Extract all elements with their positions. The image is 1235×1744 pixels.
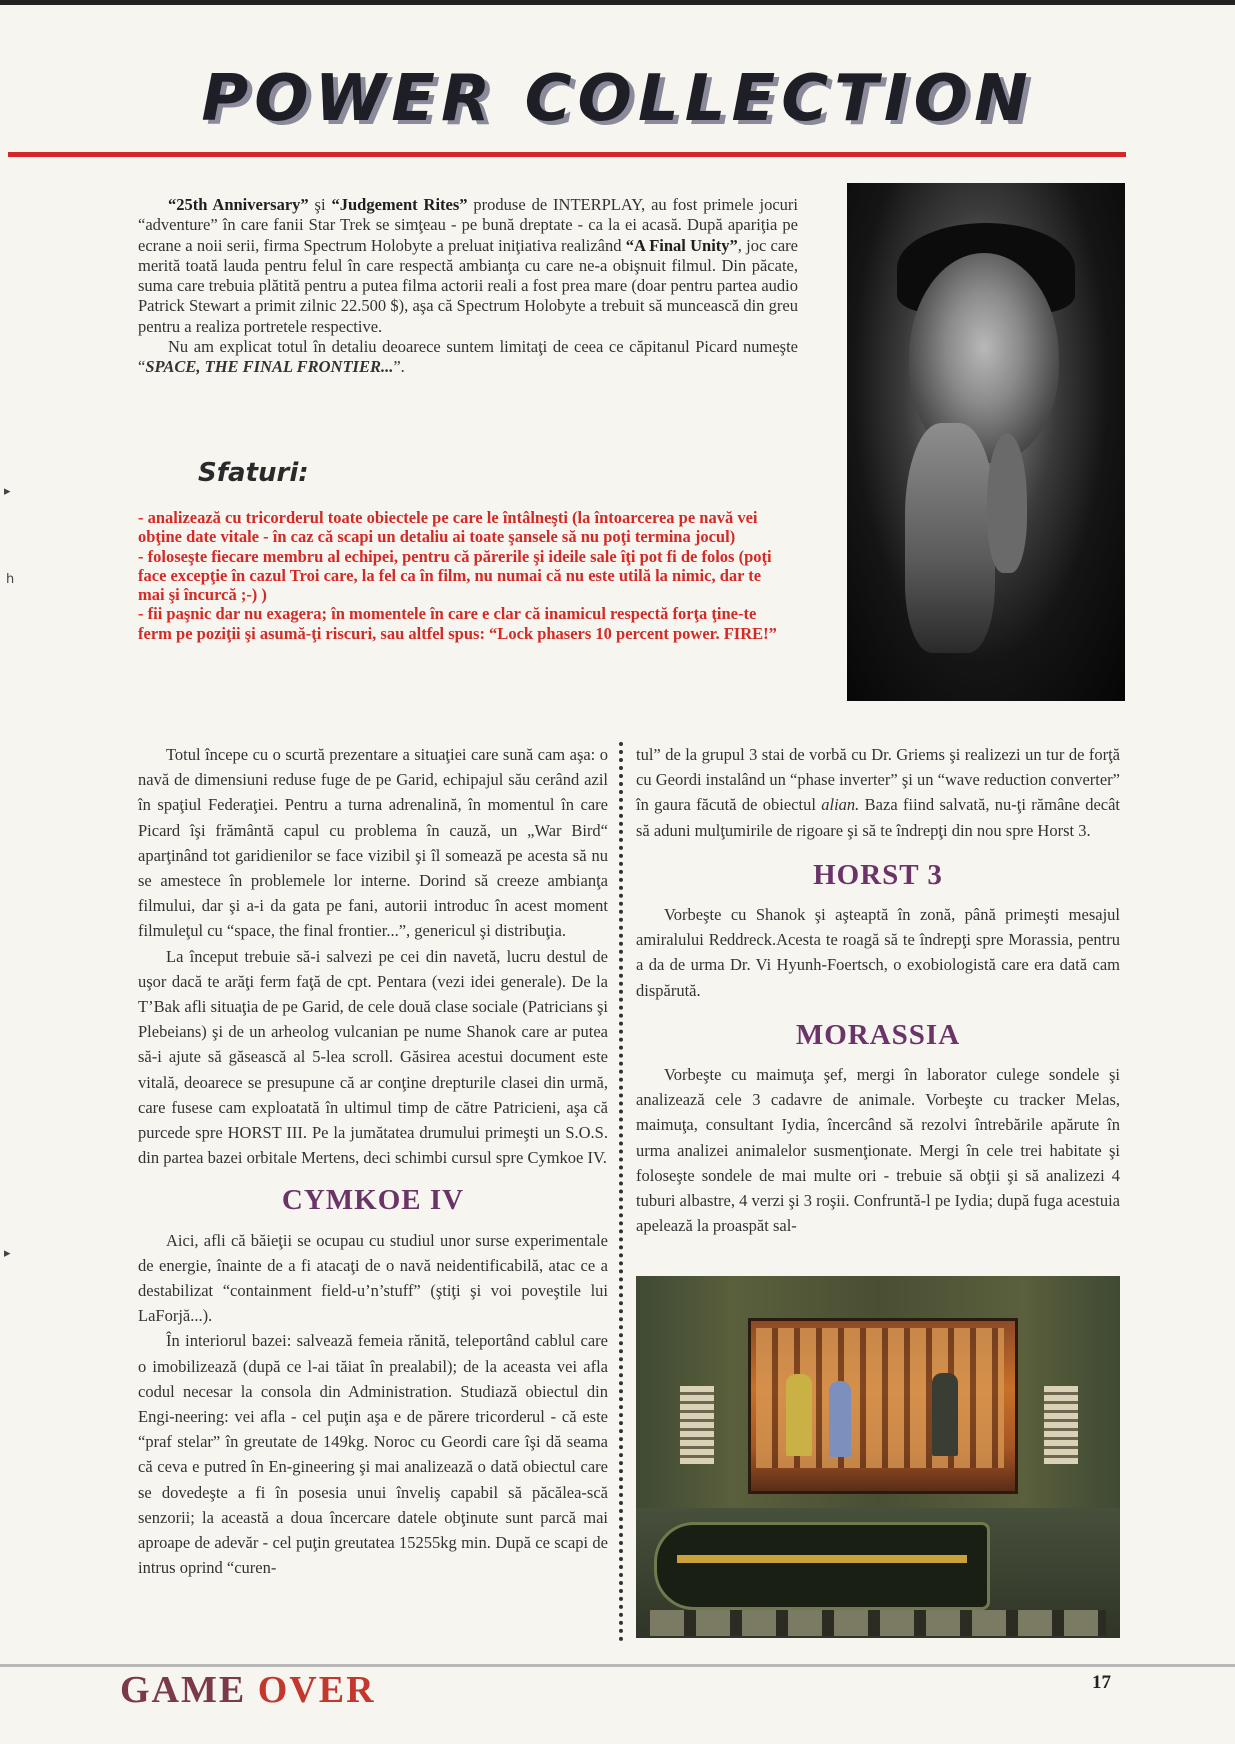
body-text-span: Baza fiind salvată, nu-ţi rămâne decât să aduni mulţumirile de rigoare şi să te îndrepţi din nou spre Horst 3. xyxy=(636,795,1121,840)
column-divider xyxy=(619,742,623,1642)
section-heading-morassia: MORASSIA xyxy=(795,1018,961,1051)
title-25th-anniversary: “25th Anniversary” xyxy=(168,195,309,214)
portrait-photo xyxy=(847,183,1125,701)
tips-list xyxy=(138,508,788,643)
page-number: 17 xyxy=(1092,1672,1111,1693)
margin-mark: ▸ xyxy=(4,484,11,499)
magazine-logo xyxy=(120,1668,376,1712)
ship-schematic xyxy=(654,1522,990,1610)
intro-text-span: , joc care merită toată lauda pentru felul în care respectă ambianţa cu care ne-a obişnuit filmul. Din păcate, suma care trebuia plătită pentru a putea filma actorii reali a fost prea mare (doar pentru partea audio Patrick Stewart a primit zilnic 22.500 $), aşa că Spectrum Holobyte a trebuit să muncească din greu pentru a realiza portretele respective. xyxy=(138,235,798,336)
tip-item: - analizează cu tricorderul toate obiectele pe care le întâlneşti (la întoarcerea pe navă vei obţine date vitale - în caz că scapi un detaliu ai toate şansele să nu poţi termina jocul) xyxy=(138,508,758,547)
body-paragraph: Aici, afli că băieţii se ocupau cu studiul unor surse experimentale de energie, înainte de a fi atacaţi de o navă neidentificabilă, atac ce a destabilizat “containment field-u’n’stuff” (ştiţi şi voi poveştile lui LaForjă...). xyxy=(138,1230,608,1326)
wall-light xyxy=(1044,1386,1078,1464)
tips-heading: Sfaturi: xyxy=(198,458,309,488)
body-paragraph: La început trebuie să-i salvezi pe cei din navetă, lucru destul de uşor dacă te arăţi ferm faţă de cpt. Pentara (vezi idei generale). De la T’Bak afli situaţia de pe Garid, de cele două clase sociale (Patricians şi Plebeians) şi de un arheolog vulcanian pe nume Shanok care ar putea să-i ajute să găsească al 5-lea scroll. Găsirea acestui document este vitală, deoarece se presupune că ar conţine drepturile clasei din urmă, care fusese cam exploatată în ultimul timp de către Patricieni, aşa că purcede spre HORST III. Pe la jumătatea drumului primeşti un S.O.S. din partea bazei orbitale Mertens, deci schimbi cursul spre Cymkoe IV. xyxy=(138,946,608,1168)
crew-member-figure xyxy=(932,1373,958,1456)
margin-mark: ▸ xyxy=(4,1246,11,1261)
title-a-final-unity: “A Final Unity” xyxy=(625,235,738,255)
body-paragraph: Vorbeşte cu Shanok şi aşteaptă în zonă, până primeşti mesajul amiralului Reddreck.Acesta te roagă să te îndrepţi spre Morassia, pentru a da de urma Dr. Vi Hyunh-Foertsch, o exobiologistă care era dată cam dispărută. xyxy=(636,905,1120,1000)
section-heading-horst: HORST 3 xyxy=(813,858,943,891)
inventory-bar xyxy=(650,1610,1106,1636)
right-column xyxy=(636,742,1120,1238)
magazine-logo-word-2: OVER xyxy=(257,1669,376,1711)
intro-paragraph-1 xyxy=(138,195,798,337)
body-paragraph: În interiorul bazei: salvează femeia rănită, teleportând cablul care o imobilizează (după ce l-ai tăiat în prealabil); de la aceasta vei afla codul necesar la consola din Administration. Studiază obiectul din Engi-neering: vei afla - cel puţin aşa e de părere tricorderul - că este “praf stelar” în greutate de 149kg. Noroc cu Geordi care îşi dă seama că ceva e putred în En-gineering şi mai analizează o dată obiectul care se dovedeşte a fi în posesia unui înveliş capabil să păcălea-scă senzorii; la această a doua încercare datele obţinute sunt parcă mai aproape de adevăr - cel puţin greutatea 15255kg min. După ce scapi de intrus oprind “curen- xyxy=(138,1331,608,1578)
crew-member-figure xyxy=(786,1374,812,1456)
body-paragraph: Vorbeşte cu maimuţa şef, mergi în laborator culege sondele şi analizează cele 3 cadavre de animale. Vorbeşte cu tracker Melas, maimuţa, consultant Iydia, încercând să rezolvi întrebările apărute în urma analizei animalelor susmenţionate. Mergi în cele trei habitate şi foloseşte sondele de mai multe ori - trebuie să obţii şi să analizezi 4 tuburi albastre, 4 verzi şi 3 roşii. Confruntă-l pe Iydia; după fuga acestuia apelează la proaspăt sal- xyxy=(636,1065,1120,1236)
intro-text xyxy=(138,195,798,378)
intro-text-span: ”. xyxy=(393,357,405,377)
title-judgement-rites: “Judgement Rites” xyxy=(331,195,468,214)
body-text-span: tul” de la grupul 3 stai de vorbă cu Dr. Griems şi realizezi un tur de forţă cu Geordi instalând un “phase inverter” şi un “wave reduction converter” în gaura făcută de obiectul xyxy=(636,745,1120,815)
footer-rule xyxy=(0,1664,1235,1667)
crew-member-figure xyxy=(829,1381,851,1457)
wall-light xyxy=(680,1386,714,1464)
body-text-italic: alian. xyxy=(821,795,860,815)
body-paragraph: Totul începe cu o scurtă prezentare a situaţiei care sună cam aşa: o navă de dimensiuni reduse fuge de pe Garid, echipajul său cerând azil în spaţiul Federaţiei. Pentru a turna adrenalină, în momentul în care Picard îşi frământă capul cu problema în cauză, un „War Bird“ aparţinând tot garidienilor se face vizibil şi îl somează pe acesta să nu se amestece în problemele lor interne. Dorind să creeze ambianţa filmului, dar şi a-i da gata pe fani, autorii introduc în acest moment filmuleţul cu “space, the final frontier...”, genericul şi distribuţia. xyxy=(138,745,608,941)
margin-mark: h xyxy=(6,572,15,587)
top-rule xyxy=(0,0,1235,5)
intro-text-span: şi xyxy=(308,195,332,214)
page-title: POWER COLLECTION xyxy=(201,62,1034,136)
portrait-hand xyxy=(905,423,995,653)
section-heading-cymkoe: CYMKOE IV xyxy=(281,1184,465,1217)
intro-paragraph-2 xyxy=(138,337,798,378)
title-underline xyxy=(8,152,1126,157)
game-screenshot xyxy=(636,1276,1120,1638)
left-column xyxy=(138,742,608,1581)
intro-text-span: produse de INTERPLAY, au fost primele jocuri “adventure” în care fanii Star Trek se simţeau - pe bună dreptate - ca la ei acasă. După apariţia pe ecrane a noii serii, firma Spectrum Holobyte a preluat iniţiativa realizând xyxy=(138,195,798,255)
portrait-finger xyxy=(987,433,1027,573)
tip-item: - foloseşte fiecare membru al echipei, pentru că părerile şi ideile sale îţi pot fi de folos (poţi face excepţie în cazul Troi care, la fel ca în film, nu numai că nu este utilă la nimic, dar te mai şi încurcă ;-) ) xyxy=(138,546,772,605)
magazine-logo-word-1: GAME xyxy=(120,1669,247,1711)
body-paragraph xyxy=(636,742,1120,843)
quote-final-frontier: SPACE, THE FINAL FRONTIER... xyxy=(145,357,394,377)
intro-text-span: Nu am explicat totul în detaliu deoarece suntem limitaţi de ceea ce căpitanul Picard numeşte “ xyxy=(138,337,798,377)
tip-item: - fii paşnic dar nu exagera; în momentele în care e clar că inamicul respectă forţa ţine-te ferm pe poziţii şi asumă-ţi riscuri, sau altfel spus: “Lock phasers 10 percent power. FIRE!” xyxy=(138,604,777,643)
